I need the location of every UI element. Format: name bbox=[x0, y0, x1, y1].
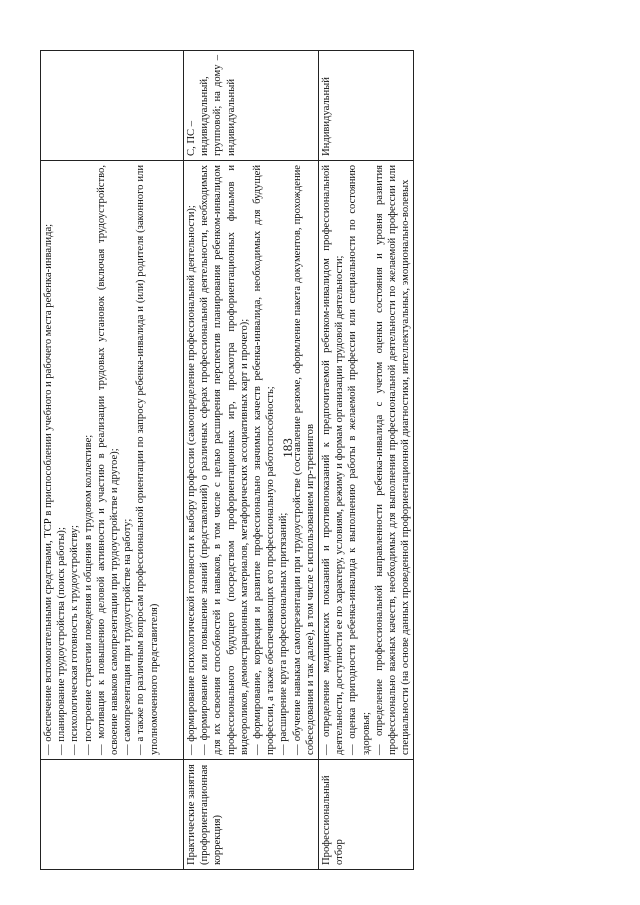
content-item: — определение профессиональной направленности ребенка-инвалида с учетом оценки состояния и уровня развития профессионально важных качеств, необходимых для выполнения профессиональной деятельности по желаемой профессии или специальности (на основе данных проведенной профориентационной диагностики, интеллектуальных, эмоционально-волевых bbox=[373, 165, 412, 755]
content-item: — формирование или повышение знаний (представлений) о различных сферах профессиональной деятельности, необходимых для их освоения способностей и навыков, в том числе с целью расширения перспектив планирования ребенком-инвалидом профессионального будущего (посредством профориентационных игр, просмотра профориентационных фильмов и видеороликов, демонстрационных материалов, метафорических ассоциативных карт и прочего); bbox=[199, 165, 250, 755]
table-row bbox=[184, 51, 319, 870]
content-item: — планирование трудоустройства (поиск работы); bbox=[56, 527, 68, 755]
content-item: — самопрезентация при трудоустройстве на работу; bbox=[122, 518, 134, 755]
table-body bbox=[41, 51, 414, 870]
content-item: — построение стратегии поведения и общения в трудовом коллективе; bbox=[82, 434, 94, 755]
table-row bbox=[319, 51, 414, 870]
content-item: — психологическая готовность к трудоустройству; bbox=[69, 525, 81, 755]
form-label: С, ПС – bbox=[186, 120, 197, 156]
content-item: — а также по различным вопросам профессиональной ориентации по запросу ребенка-инвалида и (или) родителя (законного или уполномоченного представителя) bbox=[135, 165, 160, 755]
content-cell bbox=[184, 161, 319, 760]
content-item: — формирование психологической готовности к выбору профессии (самоопределение профессиональной деятельности); bbox=[186, 205, 197, 755]
services-table bbox=[40, 50, 414, 870]
form-label: Индивидуальный bbox=[321, 77, 333, 156]
form-cell bbox=[41, 51, 184, 161]
table-row bbox=[41, 51, 184, 870]
section-cell bbox=[41, 760, 184, 870]
content-item: — обучение навыкам самопрезентации при трудоустройстве (составление резюме, оформление пакета документов, прохождение собеседования и так далее), в том числе с использованием игр-тренингов bbox=[291, 165, 316, 755]
form-cell bbox=[184, 51, 319, 161]
content-item: — обеспечение вспомогательными средствами, ТСР в приспособлении учебного и рабочего места ребенка-инвалида; bbox=[43, 223, 54, 755]
content-item: — формирование, коррекция и развитие профессионально значимых качеств ребенка-инвалида, необходимых для будущей профессии, а также обеспечивающих его профессиональную работоспособность; bbox=[252, 165, 277, 755]
content-cell bbox=[41, 161, 184, 760]
form-cell bbox=[319, 51, 414, 161]
section-cell: Профессиональный отбор bbox=[319, 760, 414, 870]
content-cell bbox=[319, 161, 414, 760]
form-detail: индивидуальный, групповой; на дому – индивидуальный bbox=[199, 55, 237, 156]
page-number: 183 bbox=[280, 438, 295, 458]
section-cell: Практические занятия (профориентационная коррекция) bbox=[184, 760, 319, 870]
content-item: — мотивация к повышению деловой активности и участию в реализации трудовых установок (включая трудоустройство, освоение навыков самопрезентации при трудоустройстве и другое); bbox=[95, 165, 121, 755]
content-item: — расширение круга профессиональных притязаний; bbox=[278, 512, 290, 755]
content-item: — определение медицинских показаний и противопоказаний к предпочитаемой ребенком-инвалидом профессиональной деятельности, доступности ее по характеру, условиям, режиму и формам организации трудовой деятельности; bbox=[321, 165, 346, 755]
content-item: — оценка пригодности ребенка-инвалида к выполнению работы в желаемой профессии или специальности по состоянию здоровья; bbox=[347, 165, 372, 755]
rotated-table-wrapper bbox=[40, 50, 570, 870]
